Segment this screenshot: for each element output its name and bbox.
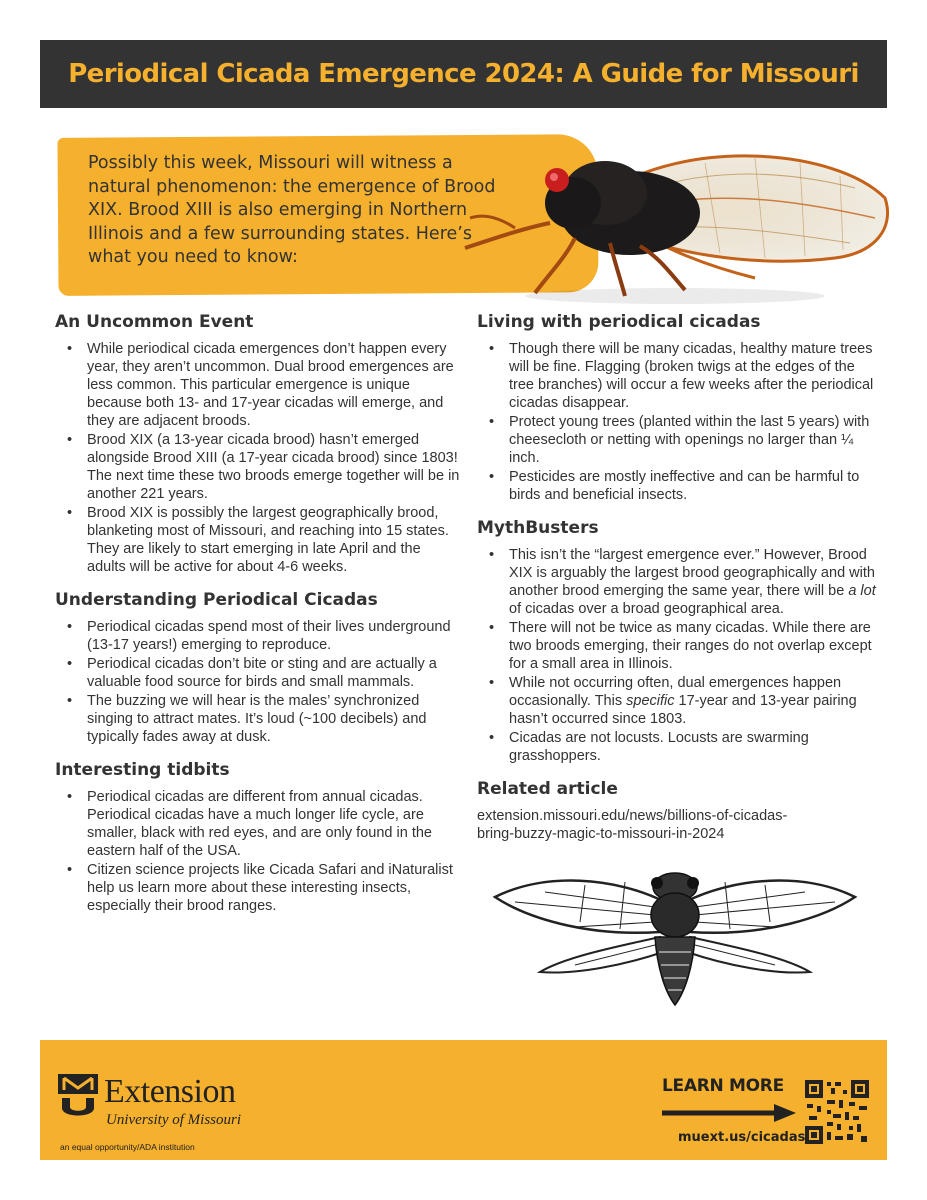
- list-item: • While periodical cicada emergences don’t happen every year, they aren’t uncommon. Dual brood emergences are less common. This particular emergence is unique because both 13- and 17-year cicadas will emerge, and they are adjacent broods.: [87, 340, 460, 430]
- uncommon-event-list: [55, 340, 460, 576]
- cicada-photo: [455, 118, 895, 308]
- list-item: • Periodical cicadas spend most of their lives underground (13-17 years!) emerging to reproduce.: [87, 618, 460, 654]
- section-title-tidbits: Interesting tidbits: [55, 760, 230, 780]
- list-item: • While not occurring often, dual emergences happen occasionally. This specific 17-year and 13-year pairing hasn’t occurred since 1803.: [509, 674, 882, 728]
- section-title-understanding: Understanding Periodical Cicadas: [55, 590, 378, 610]
- section-title-mythbusters: MythBusters: [477, 518, 599, 538]
- page-title: Periodical Cicada Emergence 2024: A Guide for Missouri: [68, 59, 859, 89]
- extension-wordmark: Extension: [104, 1073, 236, 1110]
- learn-more-url[interactable]: muext.us/cicadas: [678, 1130, 806, 1145]
- section-title-related-article: Related article: [477, 779, 618, 799]
- list-item: • Pesticides are mostly ineffective and can be harmful to birds and beneficial insects.: [509, 468, 882, 504]
- header-banner: [40, 40, 887, 108]
- left-column: [55, 308, 460, 929]
- intro-text: Possibly this week, Missouri will witness a natural phenomenon: the emergence of Brood XIX. Brood XIII is also emerging in Northern Illinois and a few surrounding states. Here’s what you need to know:: [88, 153, 496, 267]
- living-with-list: [477, 340, 882, 504]
- learn-more-label: LEARN MORE: [662, 1076, 784, 1096]
- tidbits-list: [55, 788, 460, 915]
- arrow-right-icon: [662, 1102, 797, 1124]
- list-item: • Protect young trees (planted within the last 5 years) with cheesecloth or netting with openings no larger than ¼ inch.: [509, 413, 882, 467]
- mythbusters-list: [477, 546, 882, 765]
- qr-code-icon[interactable]: [805, 1080, 869, 1144]
- list-item: • Periodical cicadas don’t bite or sting and are actually a valuable food source for birds and small mammals.: [87, 655, 460, 691]
- list-item: • Brood XIX (a 13-year cicada brood) hasn’t emerged alongside Brood XIII (a 17-year cicada brood) since 1803! The next time these two broods emerge together will be in another 221 years.: [87, 431, 460, 503]
- list-item: • This isn’t the “largest emergence ever.” However, Brood XIX is arguably the largest brood geographically and with another brood emerging the same year, there will be a lot of cicadas over a broad geographical area.: [509, 546, 882, 618]
- section-title-uncommon-event: An Uncommon Event: [55, 312, 254, 332]
- list-item: • Cicadas are not locusts. Locusts are swarming grasshoppers.: [509, 729, 882, 765]
- cicada-illustration-icon: [485, 857, 865, 1007]
- mu-logo-icon: [58, 1074, 98, 1120]
- equal-opportunity-text: an equal opportunity/ADA institution: [60, 1142, 195, 1152]
- right-column: [477, 308, 882, 1007]
- list-item: • Citizen science projects like Cicada Safari and iNaturalist help us learn more about these interesting insects, especially their brood ranges.: [87, 861, 460, 915]
- list-item: • The buzzing we will hear is the males’ synchronized singing to attract mates. It’s loud (~100 decibels) and typically fades away at dusk.: [87, 692, 460, 746]
- university-name: University of Missouri: [106, 1112, 241, 1128]
- list-item: • There will not be twice as many cicadas. While there are two broods emerging, their ranges do not overlap except for a small area in Illinois.: [509, 619, 882, 673]
- understanding-list: [55, 618, 460, 746]
- footer-banner: [40, 1040, 887, 1160]
- list-item: • Brood XIX is possibly the largest geographically brood, blanketing most of Missouri, and reaching into 15 states. They are likely to start emerging in late April and the adults will be active for about 4-6 weeks.: [87, 504, 460, 576]
- related-article-link[interactable]: extension.missouri.edu/news/billions-of-cicadas-bring-buzzy-magic-to-missouri-in-2024: [477, 808, 788, 842]
- section-title-living-with: Living with periodical cicadas: [477, 312, 761, 332]
- list-item: • Though there will be many cicadas, healthy mature trees will be fine. Flagging (broken twigs at the edges of the tree branches) will occur a few weeks after the periodical cicadas disappear.: [509, 340, 882, 412]
- list-item: • Periodical cicadas are different from annual cicadas. Periodical cicadas have a much longer life cycle, are smaller, black with red eyes, and are only found in the eastern half of the USA.: [87, 788, 460, 860]
